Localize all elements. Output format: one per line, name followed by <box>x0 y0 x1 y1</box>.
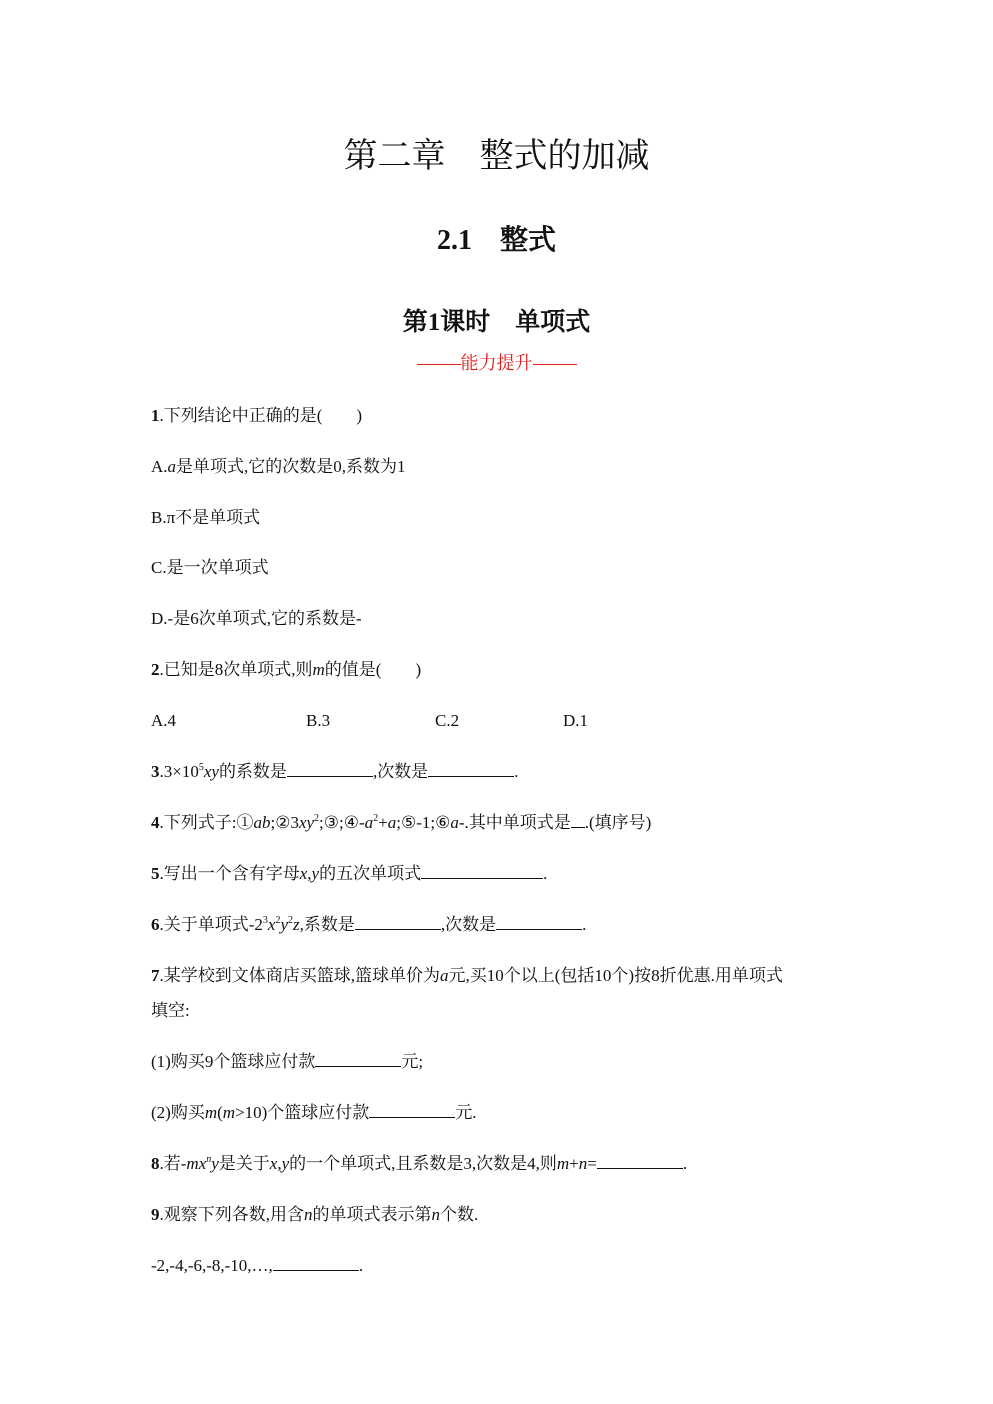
question-1-option-b: B.π不是单项式 <box>151 508 261 527</box>
answer-blank[interactable] <box>571 813 585 828</box>
answer-blank[interactable] <box>315 1052 401 1067</box>
answer-blank[interactable] <box>428 762 514 777</box>
question-1-option-a: A.a是单项式,它的次数是0,系数为1 <box>151 457 406 476</box>
question-2-stem: 2.已知是8次单项式,则m的值是( ) <box>151 660 422 679</box>
banner-rule-right <box>533 364 577 365</box>
question-7-stem-cont: 填空: <box>151 1001 190 1020</box>
question-9-stem: 9.观察下列各数,用含n的单项式表示第n个数. <box>151 1205 479 1224</box>
question-9-sequence: -2,-4,-6,-8,-10,…, . <box>151 1256 364 1275</box>
question-2-option-c: C.2 <box>435 711 460 730</box>
banner <box>0 349 993 375</box>
question-1-option-d: D.-是6次单项式,它的系数是- <box>151 609 362 628</box>
question-2-option-d: D.1 <box>563 711 589 730</box>
question-3: $3.3\times 10^5xy$的系数是 ,次数是 . <box>151 762 519 781</box>
question-7-part-2: (2)购买m(m>10)个篮球应付款 元. <box>151 1103 477 1122</box>
answer-blank[interactable] <box>287 762 373 777</box>
question-2-option-a: A.4 <box>151 711 177 730</box>
question-8: 8.若$-mx^ny$是关于x,y的一个单项式,且系数是3,次数是4,则m+n= . <box>151 1154 688 1173</box>
question-1-option-c: C.是一次单项式 <box>151 558 269 577</box>
question-6: 6.关于单项式$-2^3x^2y^2z$,系数是 ,次数是 . <box>151 915 587 934</box>
lesson-title: 第1课时 单项式 <box>402 309 591 336</box>
banner-label: 能力提升 <box>460 353 533 373</box>
section-title: 2.1 整式 <box>436 225 556 256</box>
question-7-stem: 7.某学校到文体商店买篮球,篮球单价为a元,买10个以上(包括10个)按8折优惠.用单项式 <box>151 966 783 985</box>
question-5: 5.写出一个含有字母x,y的五次单项式 . <box>151 864 548 883</box>
answer-blank[interactable] <box>273 1256 359 1271</box>
question-7-part-1: (1)购买9个篮球应付款 元; <box>151 1052 424 1071</box>
question-4: 4.下列式子$:①ab;②3xy^2;③;④-a^2+a;⑤-1;⑥a-$.其中单项式是 .(填序号) <box>151 813 652 832</box>
answer-blank[interactable] <box>496 915 582 930</box>
answer-blank[interactable] <box>355 915 441 930</box>
question-2-option-b: B.3 <box>306 711 331 730</box>
answer-blank[interactable] <box>597 1154 683 1169</box>
question-1-stem: 1.下列结论中正确的是( ) <box>151 406 363 425</box>
banner-rule-left <box>417 364 461 365</box>
answer-blank[interactable] <box>369 1103 455 1118</box>
answer-blank[interactable] <box>421 864 543 879</box>
chapter-title: 第二章 整式的加减 <box>343 138 650 175</box>
